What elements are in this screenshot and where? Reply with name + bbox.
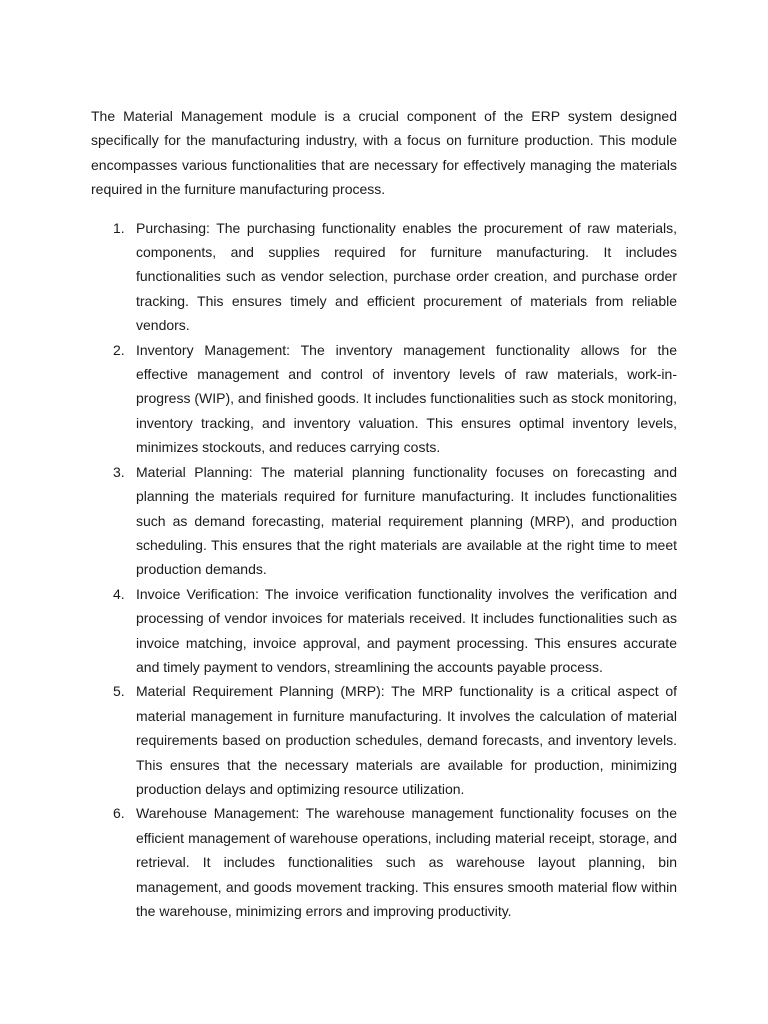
list-item xyxy=(91,338,677,460)
intro-paragraph: The Material Management module is a crucial component of the ERP system designed specifically for the manufacturing industry, with a focus on furniture production. This module encompasses various functionalities that are necessary for effectively managing the materials required in the furniture manufacturing process. xyxy=(91,108,677,198)
list-item-text: Purchasing: The purchasing functionality enables the procurement of raw materials, components, and supplies required for furniture manufacturing. It includes functionalities such as vendor selection, purchase order creation, and purchase order tracking. This ensures timely and efficient procurement of materials from reliable vendors. xyxy=(136,219,677,334)
list-item-number: 1. xyxy=(113,219,125,236)
list-item-number: 5. xyxy=(113,683,125,700)
list-item xyxy=(91,679,677,801)
document-page xyxy=(91,104,677,923)
list-item xyxy=(91,582,677,680)
list-item-number: 4. xyxy=(113,585,125,602)
list-item xyxy=(91,801,677,923)
list-item-text: Invoice Verification: The invoice verification functionality involves the verification and processing of vendor invoices for materials received. It includes functionalities such as invoice matching, invoice approval, and payment processing. This ensures accurate and timely payment to vendors, streamlining the accounts payable process. xyxy=(136,585,677,675)
list-item-text: Material Requirement Planning (MRP): The MRP functionality is a critical aspect of material management in furniture manufacturing. It involves the calculation of material requirements based on production schedules, demand forecasts, and inventory levels. This ensures that the necessary materials are available for production, minimizing production delays and optimizing resource utilization. xyxy=(136,683,677,797)
list-item-number: 6. xyxy=(113,805,125,822)
list-item-number: 2. xyxy=(113,341,125,358)
functionality-list xyxy=(91,216,677,924)
list-item xyxy=(91,460,677,582)
list-item xyxy=(91,216,677,338)
list-item-number: 3. xyxy=(113,463,125,480)
list-item-text: Inventory Management: The inventory management functionality allows for the effective management and control of inventory levels of raw materials, work-in-progress (WIP), and finished goods. It includes functionalities such as stock monitoring, inventory tracking, and inventory valuation. This ensures optimal inventory levels, minimizes stockouts, and reduces carrying costs. xyxy=(136,341,677,456)
list-item-text: Material Planning: The material planning functionality focuses on forecasting and planning the materials required for furniture manufacturing. It includes functionalities such as demand forecasting, material requirement planning (MRP), and production scheduling. This ensures that the right materials are available at the right time to meet production demands. xyxy=(136,463,677,578)
list-item-text: Warehouse Management: The warehouse management functionality focuses on the efficient management of warehouse operations, including material receipt, storage, and retrieval. It includes functionalities such as warehouse layout planning, bin management, and goods movement tracking. This ensures smooth material flow within the warehouse, minimizing errors and improving productivity. xyxy=(136,805,677,919)
